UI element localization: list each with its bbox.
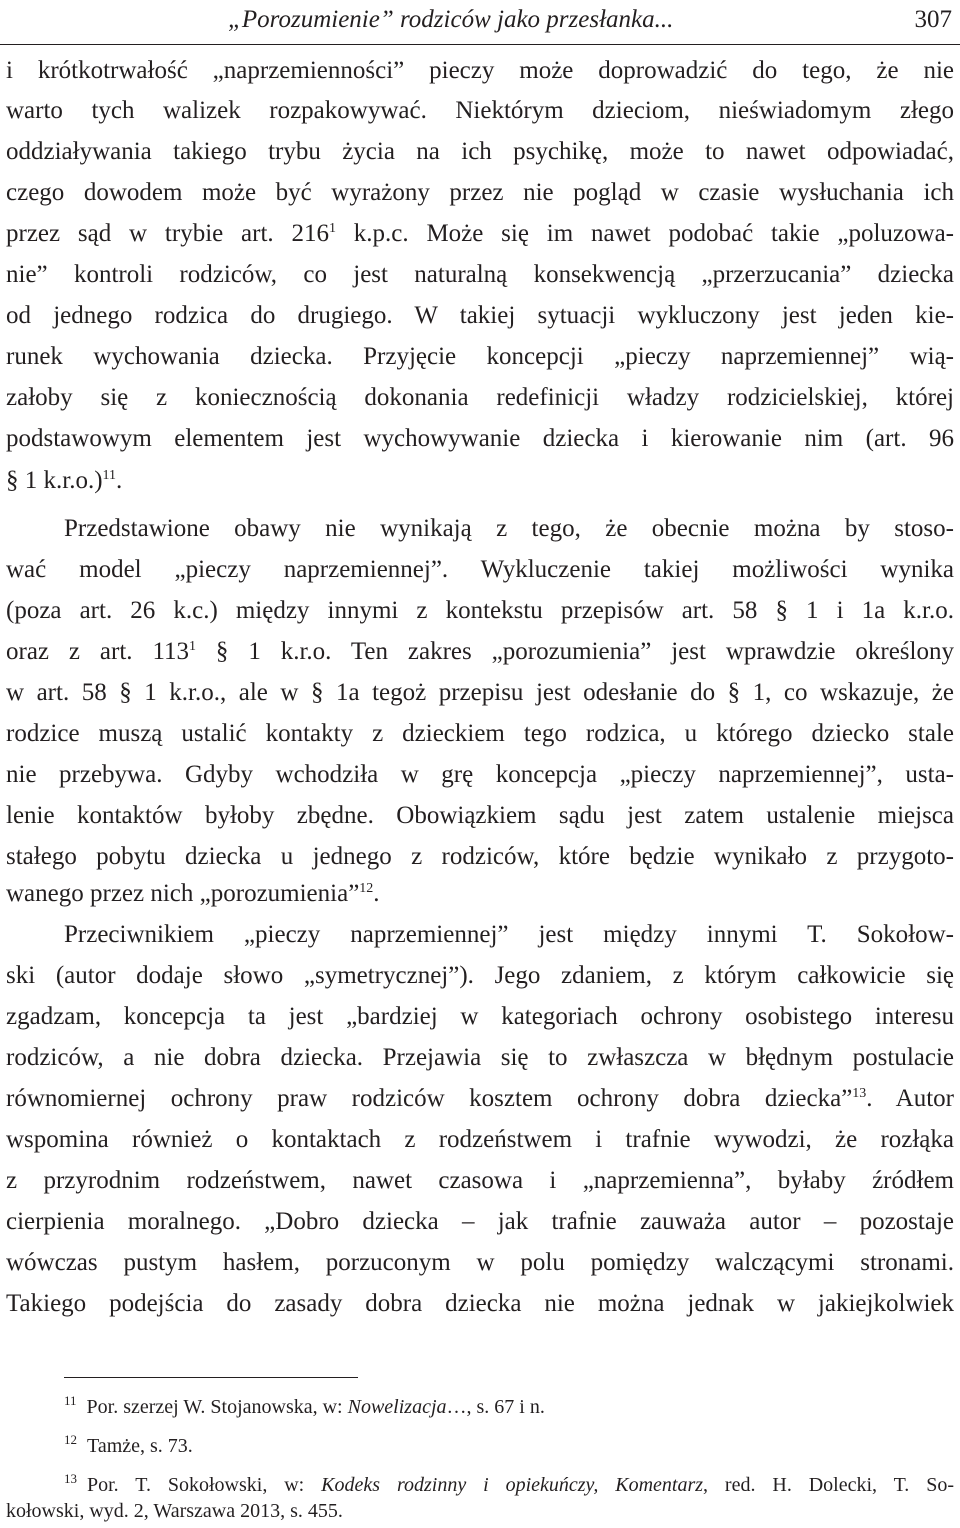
- body-line: runek wychowania dziecka. Przyjęcie koncepcji „pieczy naprzemiennej” wią-: [6, 343, 954, 370]
- body-line: czego dowodem może być wyrażony przez nie pogląd w czasie wysłuchania ich: [6, 179, 954, 206]
- running-title: „Porozumienie” rodziców jako przesłanka...: [228, 6, 674, 33]
- body-line: (poza art. 26 k.c.) między innymi z kontekstu przepisów art. 58 § 1 i 1a k.r.o.: [6, 597, 954, 624]
- body-line: przez sąd w trybie art. $216^1$ k.p.c. Może się im nawet podobać takie „poluzowa-: [6, 220, 954, 247]
- body-line: lenie kontaktów byłoby zbędne. Obowiązkiem sądu jest zatem ustalenie miejsca: [6, 802, 954, 829]
- page-number: 307: [914, 6, 952, 33]
- footnote-number: 11: [64, 1393, 77, 1408]
- footnote: $^{12}$ Tamże, s. 73.: [64, 1432, 193, 1457]
- body-line: cierpienia moralnego. „Dobro dziecka – jak trafnie zauważa autor – pozostaje: [6, 1208, 954, 1235]
- body-line: nie przebywa. Gdyby wchodziła w grę koncepcja „pieczy naprzemiennej”, usta-: [6, 761, 954, 788]
- body-line: ski (autor dodaje słowo „symetrycznej”). Jego zdaniem, z którym całkowicie się: [6, 962, 954, 989]
- footnote-ref: 12: [359, 881, 374, 896]
- body-line: i krótkotrwałość „naprzemienności” pieczy może doprowadzić do tego, że nie: [6, 57, 954, 84]
- body-line: zgadzam, koncepcja ta jest „bardziej w kategoriach ochrony osobistego interesu: [6, 1003, 954, 1030]
- body-line: od jednego rodzica do drugiego. W takiej sytuacji wykluczony jest jeden kie-: [6, 302, 954, 329]
- body-line: stałego pobytu dziecka u jednego z rodziców, które będzie wynikało z przygoto-: [6, 843, 954, 870]
- superscript: 1: [328, 221, 336, 236]
- body-line: warto tych walizek rozpakowywać. Niektórym dzieciom, nieświadomym złego: [6, 97, 954, 124]
- footnote-ref: 13: [852, 1086, 867, 1101]
- body-line: Przedstawione obawy nie wynikają z tego, że obecnie można by stoso-: [64, 515, 954, 542]
- footnote-number: 12: [64, 1432, 77, 1447]
- footnote-continuation: kołowski, wyd. 2, Warszawa 2013, s. 455.: [6, 1500, 343, 1522]
- footnote: $^{13}$ Por. T. Sokołowski, w: Kodeks rodzinny i opiekuńczy, Komentarz, red. H. Dolecki, T. So-: [64, 1471, 955, 1496]
- body-line: rodzice muszą ustalić kontakty z dzieckiem tego rodzica, u którego dziecko stale: [6, 720, 954, 747]
- body-line: wać model „pieczy naprzemiennej”. Wykluczenie takiej możliwości wynika: [6, 556, 954, 583]
- running-header: [0, 0, 960, 45]
- body-line: w art. 58 § 1 k.r.o., ale w § 1a tegoż przepisu jest odesłanie do § 1, co wskazuje, że: [6, 679, 954, 706]
- footnote-ref: 11: [102, 468, 117, 483]
- footnote: $^{11}$ Por. szerzej W. Stojanowska, w: Nowelizacja…, s. 67 i n.: [64, 1393, 545, 1418]
- body-line: rodziców, a nie dobra dziecka. Przejawia się to zwłaszcza w błędnym postulacie: [6, 1044, 954, 1071]
- body-line: wówczas pustym hasłem, porzuconym w polu pomiędzy walczącymi stronami.: [6, 1249, 954, 1276]
- body-line: wspomina również o kontaktach z rodzeństwem i trafnie wywodzi, że rozłąka: [6, 1126, 954, 1153]
- footnote-separator: [64, 1377, 358, 1378]
- footnote-number: 13: [64, 1471, 77, 1486]
- body-line: § 1 k.r.o.)$^{11}$.: [6, 467, 123, 494]
- body-line: z przyrodnim rodzeństwem, nawet czasowa i „naprzemienna”, byłaby źródłem: [6, 1167, 954, 1194]
- body-line: podstawowym elementem jest wychowywanie dziecka i kierowanie nim (art. 96: [6, 425, 954, 452]
- superscript: 1: [189, 639, 197, 654]
- body-line: równomiernej ochrony praw rodziców kosztem ochrony dobra dziecka”$^{13}$. Autor: [6, 1085, 955, 1112]
- body-line: oddziaływania takiego trybu życia na ich psychikę, może to nawet odpowiadać,: [6, 138, 954, 165]
- body-line: Przeciwnikiem „pieczy naprzemiennej” jest między innymi T. Sokołow-: [64, 921, 954, 948]
- body-line: Takiego podejścia do zasady dobra dziecka nie można jednak w jakiejkolwiek: [6, 1290, 954, 1317]
- body-line: oraz z art. $113^1$ § 1 k.r.o. Ten zakres „porozumienia” jest wprawdzie określony: [6, 638, 954, 665]
- body-line: nie” kontroli rodziców, co jest naturalną konsekwencją „przerzucania” dziecka: [6, 261, 954, 288]
- body-line: wanego przez nich „porozumienia”$^{12}$.: [6, 880, 380, 907]
- body-line: załoby się z koniecznością dokonania redefinicji władzy rodzicielskiej, której: [6, 384, 954, 411]
